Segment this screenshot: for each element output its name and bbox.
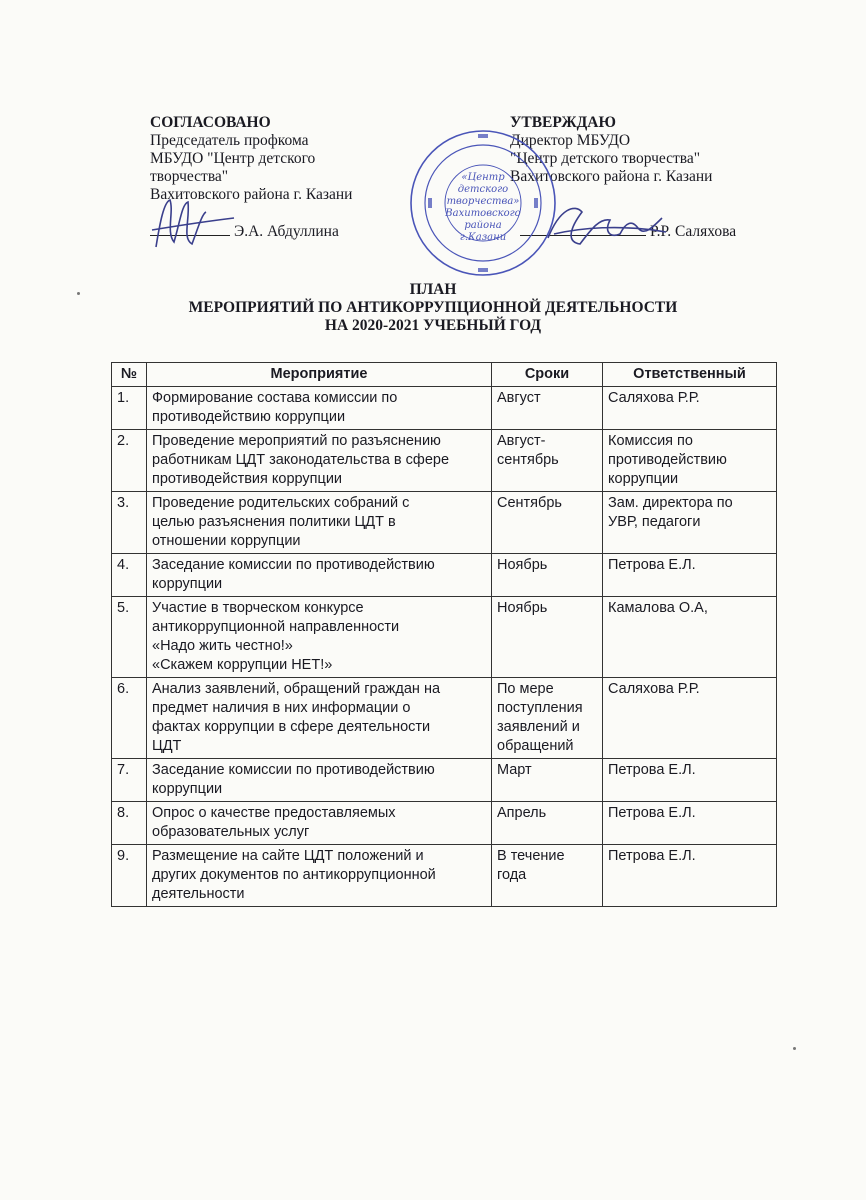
cell-event-line: антикоррупционной направленности [152, 619, 400, 635]
cell-event-line: Анализ заявлений, обращений граждан на [152, 681, 441, 697]
document-subtitle-year: НА 2020-2021 УЧЕБНЫЙ ГОД [324, 317, 542, 334]
approval-heading-right: УТВЕРЖДАЮ [510, 114, 616, 131]
table-row [112, 430, 777, 492]
cell-responsible-line: Петрова Е.Л. [608, 557, 696, 573]
cell-term-line: Март [497, 762, 532, 778]
cell-term-line: поступления [497, 700, 583, 716]
cell-event-line: Участие в творческом конкурсе [152, 600, 364, 616]
cell-term-line: По мере [497, 681, 554, 697]
organization-stamp [408, 128, 558, 278]
stamp-text: «Центр [461, 172, 505, 183]
table-row [112, 492, 777, 554]
cell-number: 3. [112, 492, 147, 554]
document-title: ПЛАН [409, 281, 457, 298]
cell-event [147, 678, 492, 759]
cell-event-line: Размещение на сайте ЦДТ положений и [152, 848, 424, 864]
cell-responsible-line: УВР, педагоги [608, 514, 701, 530]
cell-event-line: Проведение родительских собраний с [152, 495, 410, 511]
cell-term [492, 802, 603, 845]
cell-event-line: Заседание комиссии по противодействию [152, 557, 435, 573]
column-header-term: Сроки [492, 363, 603, 387]
cell-event [147, 597, 492, 678]
cell-event-line: отношении коррупции [152, 533, 301, 549]
cell-event-line: «Скажем коррупции НЕТ!» [152, 657, 333, 673]
cell-responsible [603, 597, 777, 678]
document-subtitle: МЕРОПРИЯТИЙ ПО АНТИКОРРУПЦИОННОЙ ДЕЯТЕЛЬНОСТИ [188, 299, 678, 316]
cell-responsible-line: Комиссия по [608, 433, 693, 449]
stamp-text: г.Казани [459, 232, 507, 243]
cell-responsible [603, 678, 777, 759]
handwritten-signature-right [540, 198, 670, 258]
cell-responsible [603, 554, 777, 597]
cell-term-line: обращений [497, 738, 574, 754]
cell-event-line: деятельности [152, 886, 245, 902]
signer-name-left: Э.А. Абдуллина [234, 223, 339, 240]
cell-responsible [603, 492, 777, 554]
cell-number: 2. [112, 430, 147, 492]
cell-term-line: заявлений и [497, 719, 580, 735]
cell-number: 4. [112, 554, 147, 597]
cell-event [147, 492, 492, 554]
signer-name-right: Р.Р. Саляхова [650, 223, 737, 240]
cell-event [147, 387, 492, 430]
cell-term [492, 597, 603, 678]
cell-term-line: Сентябрь [497, 495, 562, 511]
cell-event [147, 845, 492, 907]
cell-number: 5. [112, 597, 147, 678]
cell-number: 8. [112, 802, 147, 845]
table-row [112, 597, 777, 678]
scan-speck [77, 292, 80, 295]
cell-event-line: Проведение мероприятий по разъяснению [152, 433, 441, 449]
stamp-text: детского [457, 184, 509, 195]
table-row [112, 802, 777, 845]
cell-term [492, 678, 603, 759]
approval-heading-left: СОГЛАСОВАНО [150, 114, 271, 131]
approval-line-right: Вахитовского района г. Казани [510, 168, 713, 185]
table-row [112, 845, 777, 907]
table-row [112, 678, 777, 759]
column-header-responsible: Ответственный [603, 363, 777, 387]
cell-event-line: фактах коррупции в сфере деятельности [152, 719, 431, 735]
cell-event-line: Опрос о качестве предоставляемых [152, 805, 396, 821]
approval-line-right: "Центр детского творчества" [510, 150, 701, 167]
cell-responsible [603, 759, 777, 802]
cell-term-line: года [497, 867, 527, 883]
cell-event [147, 554, 492, 597]
cell-term [492, 845, 603, 907]
cell-event [147, 759, 492, 802]
approval-line-left: Вахитовского района г. Казани [150, 186, 353, 203]
approval-line-left: творчества" [150, 168, 229, 185]
cell-responsible-line: Зам. директора по [608, 495, 733, 511]
cell-event-line: коррупции [152, 576, 223, 592]
cell-event-line: работникам ЦДТ законодательства в сфере [152, 452, 450, 468]
scan-speck [793, 1047, 796, 1050]
cell-event-line: «Надо жить честно!» [152, 638, 293, 654]
cell-event-line: ЦДТ [152, 738, 182, 754]
cell-event-line: коррупции [152, 781, 223, 797]
cell-term [492, 492, 603, 554]
cell-event [147, 802, 492, 845]
cell-term-line: Ноябрь [497, 557, 548, 573]
cell-responsible-line: Петрова Е.Л. [608, 762, 696, 778]
cell-event-line: противодействию коррупции [152, 409, 346, 425]
column-header-number: № [112, 363, 147, 387]
table-body [112, 387, 777, 907]
cell-term-line: В течение [497, 848, 565, 864]
cell-responsible [603, 387, 777, 430]
stamp-text: творчества» [446, 196, 520, 207]
cell-term-line: Август [497, 390, 541, 406]
approval-line-left: МБУДО "Центр детского [150, 150, 316, 167]
handwritten-signature-left [146, 192, 241, 254]
cell-responsible [603, 845, 777, 907]
cell-term-line: Апрель [497, 805, 547, 821]
cell-number: 7. [112, 759, 147, 802]
cell-responsible-line: Саляхова Р.Р. [608, 681, 700, 697]
cell-term-line: Ноябрь [497, 600, 548, 616]
cell-event-line: образовательных услуг [152, 824, 310, 840]
cell-number: 1. [112, 387, 147, 430]
cell-responsible-line: Саляхова Р.Р. [608, 390, 700, 406]
cell-responsible [603, 802, 777, 845]
approval-line-right: Директор МБУДО [510, 132, 631, 149]
cell-number: 9. [112, 845, 147, 907]
cell-term [492, 430, 603, 492]
table-row [112, 554, 777, 597]
stamp-text: района [464, 220, 502, 231]
stamp-text: Вахитовского [445, 208, 521, 219]
cell-term [492, 759, 603, 802]
cell-term-line: Август- [497, 433, 546, 449]
cell-event-line: целью разъяснения политики ЦДТ в [152, 514, 396, 530]
cell-responsible-line: коррупции [608, 471, 679, 487]
column-header-event: Мероприятие [147, 363, 492, 387]
cell-event-line: Заседание комиссии по противодействию [152, 762, 435, 778]
table-row [112, 387, 777, 430]
cell-responsible-line: Камалова О.А, [608, 600, 708, 616]
events-table [111, 362, 777, 907]
cell-term [492, 554, 603, 597]
cell-number: 6. [112, 678, 147, 759]
cell-term-line: сентябрь [497, 452, 559, 468]
approval-line-left: Председатель профкома [150, 132, 309, 149]
cell-event [147, 430, 492, 492]
cell-event-line: противодействия коррупции [152, 471, 343, 487]
cell-event-line: Формирование состава комиссии по [152, 390, 398, 406]
approval-block-left [150, 114, 410, 204]
cell-responsible [603, 430, 777, 492]
table-header-row [112, 363, 777, 387]
table-row [112, 759, 777, 802]
cell-responsible-line: Петрова Е.Л. [608, 848, 696, 864]
cell-event-line: предмет наличия в них информации о [152, 700, 411, 716]
cell-responsible-line: противодействию [608, 452, 727, 468]
cell-responsible-line: Петрова Е.Л. [608, 805, 696, 821]
cell-event-line: других документов по антикоррупционной [152, 867, 436, 883]
cell-term [492, 387, 603, 430]
